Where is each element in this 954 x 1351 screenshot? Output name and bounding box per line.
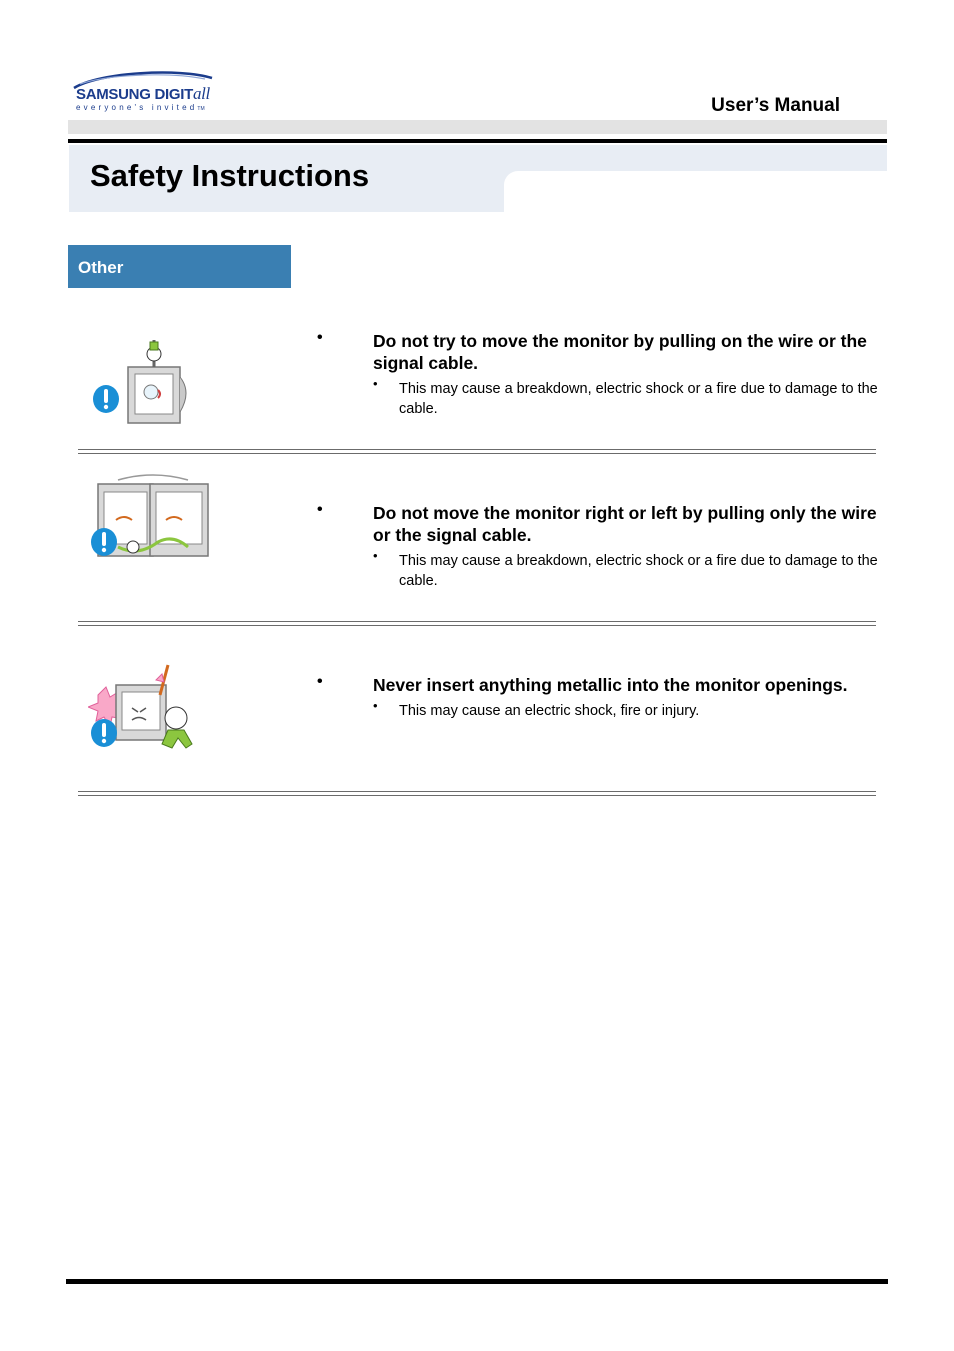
item-title: Do not try to move the monitor by pulling on the wire or the signal cable. — [373, 331, 867, 373]
detail-bullet: • — [373, 548, 378, 563]
warning-exclamation-icon — [90, 527, 118, 557]
item-bullet: • — [317, 501, 323, 518]
item-bullet: • — [317, 673, 323, 690]
title-band-cutout — [504, 171, 887, 213]
illustration-move-by-cable — [88, 472, 198, 567]
illustration-metal-insertion — [88, 660, 198, 755]
item-title: Never insert anything metallic into the monitor openings. — [373, 675, 848, 695]
logo-wordmark: SAMSUNG DIGITall — [76, 84, 210, 103]
users-manual-label: User’s Manual — [711, 95, 840, 116]
warning-exclamation-icon — [92, 384, 120, 414]
item-divider — [78, 621, 876, 626]
item-divider — [78, 449, 876, 454]
section-tab-other — [68, 245, 291, 288]
page-title: Safety Instructions — [90, 158, 370, 193]
item-title: Do not move the monitor right or left by pulling only the wire or the signal cable. — [373, 503, 877, 545]
item-detail: This may cause an electric shock, fire or injury. — [399, 703, 700, 719]
illustration-pull-cable — [88, 332, 198, 427]
warning-exclamation-icon — [90, 718, 118, 748]
detail-bullet: • — [373, 376, 378, 391]
item-divider — [78, 791, 876, 796]
footer-black-rule — [66, 1279, 888, 1284]
logo-tagline: everyone's invitedTM — [76, 103, 205, 112]
item-bullet: • — [317, 329, 323, 346]
item-detail: This may cause a breakdown, electric shock or a fire due to damage to the cable. — [399, 553, 878, 589]
item-detail: This may cause a breakdown, electric shock or a fire due to damage to the cable. — [399, 381, 878, 417]
header-gray-band — [68, 120, 887, 134]
section-tab-label: Other — [78, 258, 124, 277]
samsung-logo — [70, 70, 220, 118]
detail-bullet: • — [373, 698, 378, 713]
header-black-rule — [68, 139, 887, 143]
